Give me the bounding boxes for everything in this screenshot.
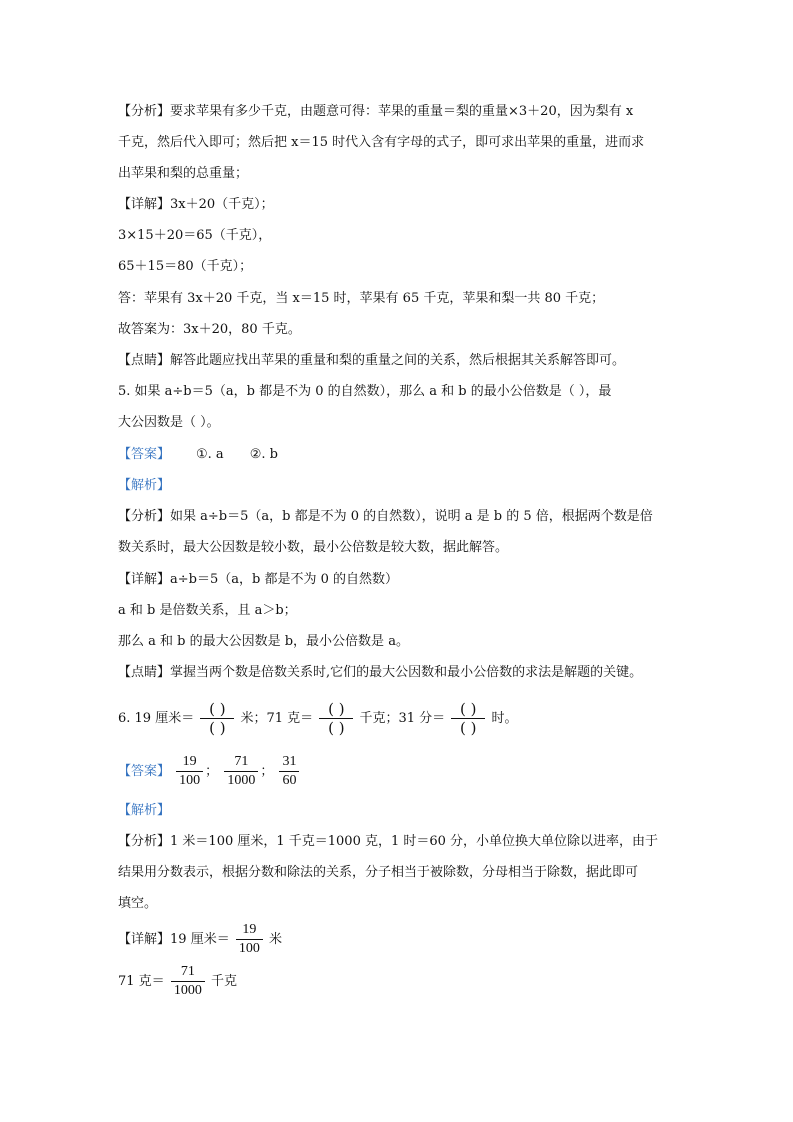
q6-detail-line-1: 【详解】19 厘米＝ $\frac{19}{100}$ 米: [118, 922, 282, 956]
q6-unit-shi: 时。: [491, 711, 518, 726]
q6-detail-fraction-1: $\frac{19}{100}$: [236, 921, 263, 958]
q5-jiexi-tag: 【解析】: [118, 478, 171, 493]
q6-answer-fraction-3: $\frac{31}{60}$: [279, 753, 299, 790]
q4-comment: 【点睛】解答此题应找出苹果的重量和梨的重量之间的关系，然后根据其关系解答即可。: [118, 353, 626, 368]
q4-analysis-tag: 【分析】: [118, 104, 171, 119]
q5-answer-1: ①. a: [196, 447, 224, 462]
q6-analysis-tag: 【分析】: [118, 834, 171, 849]
q5-detail-tag: 【详解】: [118, 572, 171, 587]
q4-detail-line-2: 3×15＋20＝65（千克），: [118, 228, 272, 243]
q6-unit-qianke: 千克；31 分＝: [359, 711, 446, 726]
q4-detail-line-1: 【详解】3x＋20（千克）；: [118, 197, 274, 212]
q4-detail-line-3: 65＋15＝80（千克）；: [118, 259, 253, 274]
q6-detail-line-2: 71 克＝ $\frac{71}{1000}$ 千克: [118, 964, 237, 998]
q4-analysis-line-1: 【分析】要求苹果有多少千克，由题意可得：苹果的重量＝梨的重量×3＋20，因为梨有 x: [118, 104, 634, 119]
q6-analysis-line-2: 结果用分数表示，根据分数和除法的关系，分子相当于被除数，分母相当于除数，据此即可: [118, 865, 639, 880]
q6-detail-tag: 【详解】: [118, 932, 171, 947]
q6-answer-fraction-2: $\frac{71}{1000}$: [224, 753, 258, 790]
q5-comment: 【点睛】掌握当两个数是倍数关系时,它们的最大公因数和最小公倍数的求法是解题的关键。: [118, 665, 643, 680]
q6-blank-fraction-3: $\frac{( )}{( )}$: [451, 700, 485, 737]
q4-analysis-line-2: 千克，然后代入即可；然后把 x＝15 时代入含有字母的式子，即可求出苹果的重量，进而求: [118, 135, 645, 150]
q6-unit-mi: 米；71 克＝: [240, 711, 314, 726]
q6-analysis-line-3: 填空。: [118, 896, 158, 911]
q4-detail-line-5: 故答案为：3x＋20，80 千克。: [118, 322, 301, 337]
q6-answer: 【答案】 $\frac{19}{100}$ ； $\frac{71}{1000}$ ； $\frac{31}{60}$: [118, 750, 301, 794]
q6-answer-tag: 【答案】: [118, 764, 171, 779]
q6-detail-fraction-2: $\frac{71}{1000}$: [171, 963, 205, 1000]
q6-blank-fraction-2: $\frac{( )}{( )}$: [319, 700, 353, 737]
q6-prefix: 6. 19 厘米＝: [118, 711, 195, 726]
q5-analysis-tag: 【分析】: [118, 509, 171, 524]
q4-analysis-line-3: 出苹果和梨的总重量；: [118, 166, 249, 181]
q6-blank-fraction-1: $\frac{( )}{( )}$: [200, 700, 234, 737]
q5-detail-line-3: 那么 a 和 b 的最大公因数是 b，最小公倍数是 a。: [118, 634, 409, 649]
q6-jiexi-tag: 【解析】: [118, 803, 171, 818]
q5-analysis-line-2: 数关系时，最大公因数是较小数，最小公倍数是较大数，据此解答。: [118, 540, 509, 555]
q6-question: [118, 697, 517, 741]
q5-question-line-2: 大公因数是（ ）。: [118, 415, 220, 430]
q4-detail-tag: 【详解】: [118, 197, 171, 212]
q6-answer-fraction-1: $\frac{19}{100}$: [176, 753, 203, 790]
q5-detail-line-2: a 和 b 是倍数关系，且 a＞b；: [118, 603, 297, 618]
q6-analysis-line-1: 【分析】1 米＝100 厘米，1 千克＝1000 克，1 时＝60 分，小单位换大单位除以进率，由于: [118, 834, 659, 849]
q4-comment-tag: 【点睛】: [118, 353, 171, 368]
q5-detail-line-1: 【详解】a÷b＝5（a，b 都是不为 0 的自然数）: [118, 572, 398, 587]
q5-question-line-1: 5. 如果 a÷b＝5（a，b 都是不为 0 的自然数），那么 a 和 b 的最小公倍数是（ ），最: [118, 384, 612, 399]
q5-answer: [118, 446, 278, 464]
q5-answer-2: ②. b: [249, 447, 278, 462]
q4-detail-line-4: 答：苹果有 3x＋20 千克，当 x＝15 时，苹果有 65 千克，苹果和梨一共 80 千克；: [118, 291, 605, 306]
q5-analysis-line-1: 【分析】如果 a÷b＝5（a，b 都是不为 0 的自然数），说明 a 是 b 的 5 倍，根据两个数是倍: [118, 509, 653, 524]
q5-comment-tag: 【点睛】: [118, 665, 171, 680]
q5-answer-tag: 【答案】: [118, 447, 171, 462]
